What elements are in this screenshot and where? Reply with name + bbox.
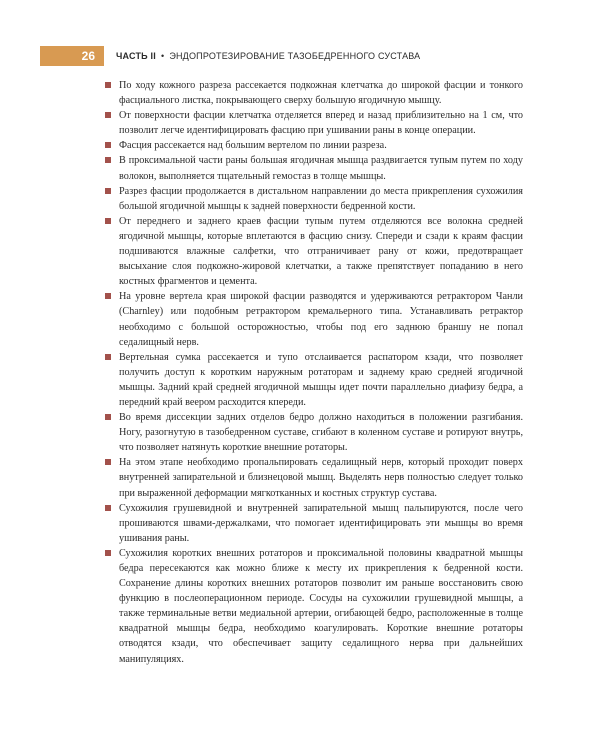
list-item xyxy=(103,350,523,410)
square-bullet-icon xyxy=(105,188,111,194)
list-item-text: По ходу кожного разреза рассекается подкожная клетчатка до широкой фасции и тонкого фасциального листка, покрывающего сверху большую ягодичную мышцу. xyxy=(119,80,523,107)
list-item xyxy=(103,153,523,183)
running-header xyxy=(0,46,600,66)
list-item-text: На уровне вертела края широкой фасции разводятся и удерживаются ретрактором Чанли (Charnley) или подобным ретрактором кремальерного типа. Устанавливать ретрактор необходимо с большой осторожностью, чтобы под его заднюю браншу не попал седалищный нерв. xyxy=(119,291,523,348)
procedure-steps-list xyxy=(103,78,523,667)
list-item xyxy=(103,108,523,138)
list-item xyxy=(103,546,523,667)
list-item-text: В проксимальной части раны большая ягодичная мышца раздвигается тупым путем по ходу волокон, выполняется тщательный гемостаз в толще мышцы. xyxy=(119,155,523,182)
square-bullet-icon xyxy=(105,414,111,420)
square-bullet-icon xyxy=(105,293,111,299)
square-bullet-icon xyxy=(105,354,111,360)
list-item-text: Вертельная сумка рассекается и тупо отслаивается распатором кзади, что позволяет получить доступ к коротким наружным ротаторам и заднему краю средней ягодичной мышцы. Задний край средней ягодичной мышцы идет почти параллельно диафизу бедра, а передний край веером расходится кпереди. xyxy=(119,351,523,408)
list-item-text: Во время диссекции задних отделов бедро должно находиться в положении разгибания. Ногу, разогнутую в тазобедренном суставе, сгибают в коленном суставе и ротируют внутрь, что позволяет натянуть короткие внешние ротаторы. xyxy=(119,412,523,454)
part-label: ЧАСТЬ II xyxy=(116,51,156,61)
list-item-text: На этом этапе необходимо пропальпировать седалищный нерв, который проходит поверх внутренней запирательной и близнецовой мышц. Выделять нерв полностью следует только при выраженной деформации мягкотканных и костных структур сустава. xyxy=(119,457,523,499)
list-item xyxy=(103,501,523,546)
list-item xyxy=(103,455,523,500)
square-bullet-icon xyxy=(105,142,111,148)
running-head xyxy=(116,46,420,66)
list-item xyxy=(103,214,523,289)
square-bullet-icon xyxy=(105,505,111,511)
square-bullet-icon xyxy=(105,459,111,465)
page-number: 26 xyxy=(40,46,104,66)
square-bullet-icon xyxy=(105,550,111,556)
list-item-text: Сухожилия грушевидной и внутренней запирательной мышц пальпируются, после чего прошиваются швами-держалками, что помогает идентифицировать эти мышцы во время ушивания раны. xyxy=(119,502,523,544)
list-item xyxy=(103,184,523,214)
header-separator: • xyxy=(160,51,165,61)
list-item-text: Разрез фасции продолжается в дистальном направлении до места прикрепления сухожилия большой ягодичной мышцы к задней поверхности бедренной кости. xyxy=(119,185,523,212)
list-item xyxy=(103,78,523,108)
square-bullet-icon xyxy=(105,157,111,163)
square-bullet-icon xyxy=(105,218,111,224)
list-item-text: Фасция рассекается над большим вертелом по линии разреза. xyxy=(119,140,387,152)
square-bullet-icon xyxy=(105,112,111,118)
list-item xyxy=(103,289,523,349)
chapter-title: ЭНДОПРОТЕЗИРОВАНИЕ ТАЗОБЕДРЕННОГО СУСТАВА xyxy=(169,51,421,61)
list-item-text: От переднего и заднего краев фасции тупым путем отделяются все волокна средней ягодичной мышцы, которые вплетаются в фасцию снизу. Спереди и сзади к краям фасции подшиваются влажные салфетки, что отграничивает рану от кожи, предотвращает высыхание слоя подкожно-жировой клетчатки, а также препятствует попаданию в него костных фрагментов и цемента. xyxy=(119,215,523,288)
list-item-text: Сухожилия коротких внешних ротаторов и проксимальной половины квадратной мышцы бедра пересекаются как можно ближе к месту их прикрепления к бедренной кости. Сохранение длины коротких внешних ротаторов позволит им раньше восстановить свою функцию в послеоперационном периоде. Сосуды на сухожилии грушевидной мышцы, а также терминальные ветви медиальной артерии, огибающей бедро, расположенные в толще квадратной мышцы бедра, необходимо коагулировать. Короткие внешние ротаторы отводятся кзади, что обеспечивает защиту седалищного нерва при дальнейших манипуляциях. xyxy=(119,547,523,665)
square-bullet-icon xyxy=(105,82,111,88)
list-item-text: От поверхности фасции клетчатка отделяется вперед и назад приблизительно на 1 см, что позволит легче идентифицировать фасцию при ушивании раны в конце операции. xyxy=(119,110,523,137)
list-item xyxy=(103,410,523,455)
list-item xyxy=(103,138,523,153)
